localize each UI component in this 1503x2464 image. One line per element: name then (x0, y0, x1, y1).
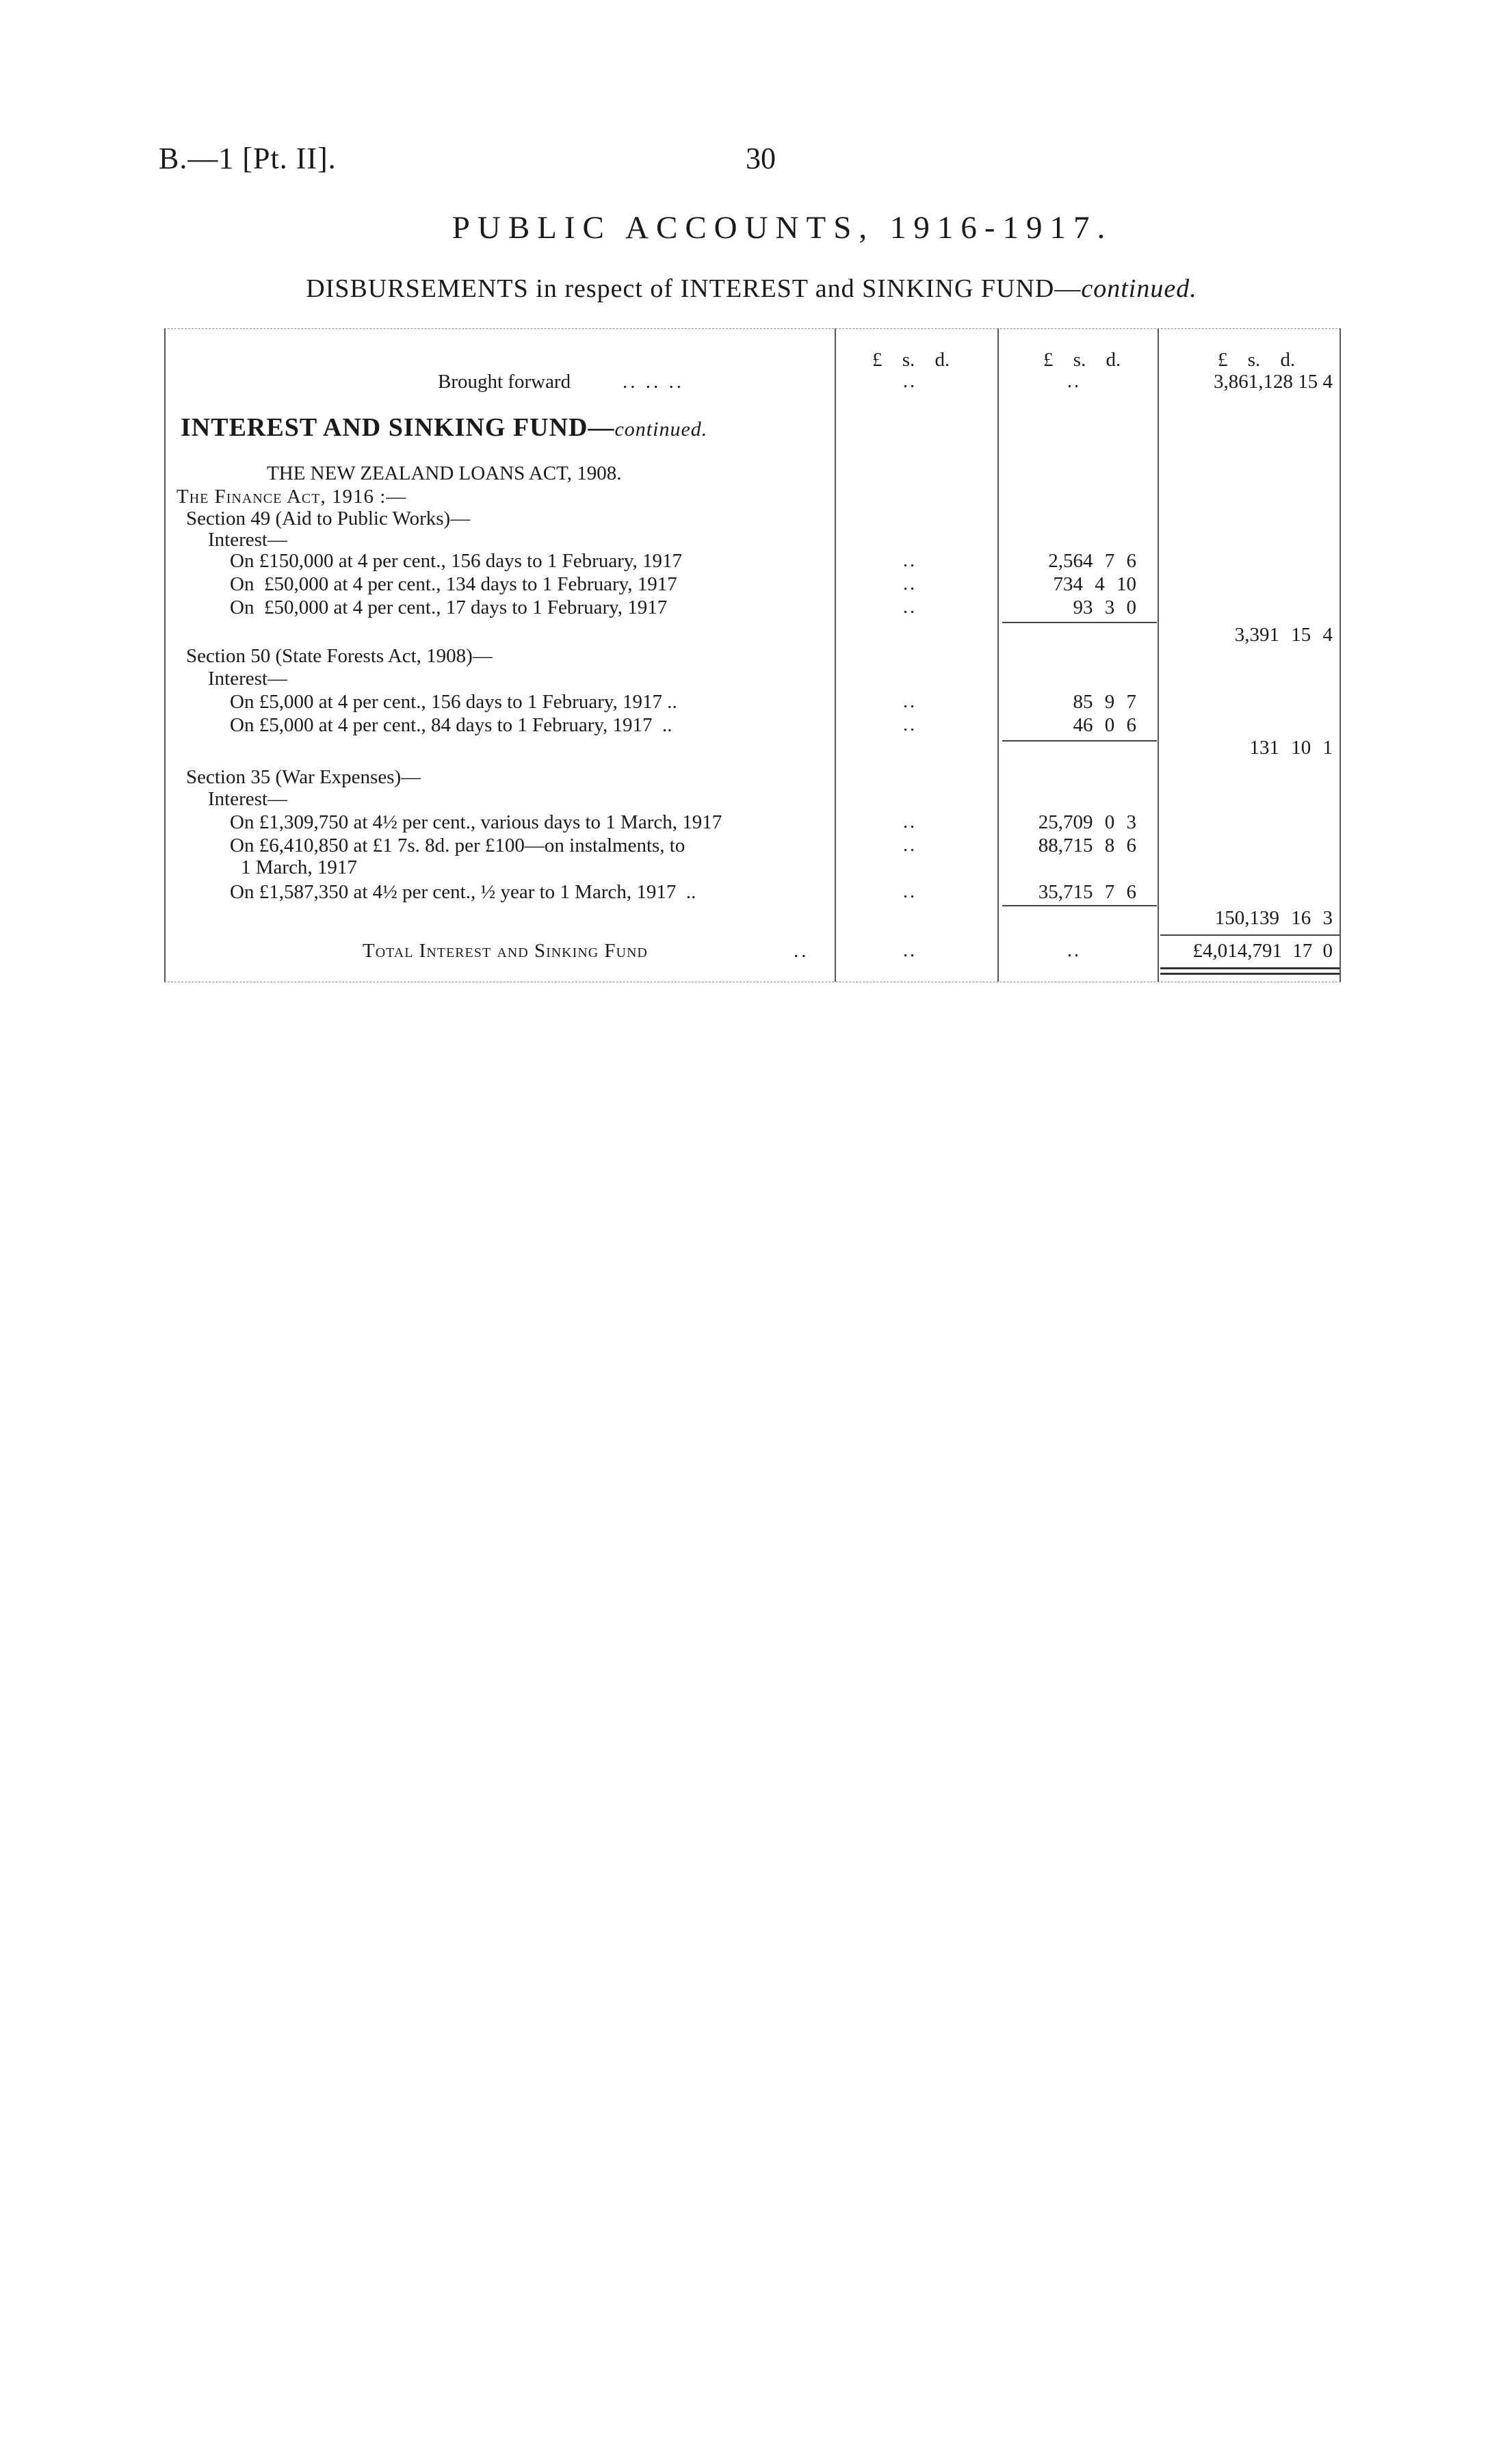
section-title-main: INTEREST AND SINKING FUND— (181, 413, 615, 442)
section-50-subheading: Interest— (208, 668, 287, 690)
brought-forward-col3: 3,861,128 15 4 (1214, 371, 1333, 393)
section-49-heading-row (164, 508, 1341, 531)
brought-forward-col1: .. (903, 371, 917, 392)
document-reference: B.—1 [Pt. II]. (159, 142, 337, 175)
item-description: On £50,000 at 4 per cent., 134 days to 1 February, 1917 (230, 573, 677, 595)
grand-total-row (164, 940, 1341, 963)
section-50-sub-row (164, 668, 1341, 691)
table-row (164, 811, 1341, 835)
section-35-sub-row (164, 788, 1341, 811)
item-col1: .. (903, 881, 917, 902)
subtitle-main: DISBURSEMENTS in respect of INTEREST and SINKING FUND— (306, 274, 1082, 303)
table-row-continuation (164, 856, 1341, 880)
item-col2: 25,709 0 3 (1038, 811, 1136, 833)
brought-forward-label: Brought forward (438, 371, 571, 393)
page-number: 30 (746, 142, 776, 175)
table-row (164, 714, 1341, 737)
table-top-border (164, 328, 1341, 329)
item-col2: 734 4 10 (1053, 573, 1136, 595)
table-row (164, 881, 1341, 904)
section-50-heading: Section 50 (State Forests Act, 1908)— (186, 645, 493, 667)
brought-forward-leader: .. .. .. (623, 371, 684, 393)
item-col2: 88,715 8 6 (1038, 835, 1136, 856)
page-title: PUBLIC ACCOUNTS, 1916-1917. (452, 210, 1113, 246)
section-title-suffix: continued. (614, 418, 708, 441)
item-description-continued: 1 March, 1917 (241, 856, 357, 878)
item-description: On £5,000 at 4 per cent., 84 days to 1 February, 1917 .. (230, 714, 672, 736)
item-col1: .. (903, 811, 917, 833)
item-col1: .. (903, 714, 917, 735)
section-49-total-row (164, 624, 1341, 647)
subtitle-suffix: continued. (1081, 274, 1197, 303)
grand-total-top-rule (1160, 934, 1339, 936)
grand-total-label: Total Interest and Sinking Fund (363, 940, 648, 962)
section-49-subheading: Interest— (208, 529, 287, 551)
grand-total-leader: .. (794, 940, 809, 962)
grand-total-col1: .. (903, 940, 917, 961)
finance-act-row (164, 486, 1341, 509)
item-description: On £50,000 at 4 per cent., 17 days to 1 February, 1917 (230, 597, 668, 618)
item-col2: 2,564 7 6 (1048, 550, 1136, 572)
page-subtitle (0, 274, 1503, 304)
grand-total-double-rule-2 (1160, 973, 1339, 975)
item-col1: .. (903, 835, 917, 856)
finance-act-heading: The Finance Act, 1916 :— (177, 486, 407, 508)
table-row (164, 573, 1341, 597)
table-row (164, 691, 1341, 714)
item-col2: 35,715 7 6 (1038, 881, 1136, 903)
col3-header: £ s. d. (1218, 349, 1296, 371)
item-description: On £1,587,350 at 4½ per cent., ½ year to 1 March, 1917 .. (230, 881, 696, 903)
section-49-total: 3,391 15 4 (1234, 624, 1333, 646)
section-35-subheading: Interest— (208, 788, 287, 810)
item-col1: .. (903, 691, 917, 712)
item-description: On £1,309,750 at 4½ per cent., various days to 1 March, 1917 (230, 811, 722, 833)
section-35-total: 150,139 16 3 (1214, 907, 1333, 929)
brought-forward-row (164, 371, 1341, 394)
grand-total-double-rule-1 (1160, 967, 1339, 969)
section-35-total-row (164, 907, 1341, 930)
section-50-total: 131 10 1 (1249, 737, 1333, 759)
item-col2: 93 3 0 (1073, 597, 1136, 618)
table-row (164, 835, 1341, 858)
accounts-table (164, 328, 1341, 985)
section-49-heading: Section 49 (Aid to Public Works)— (186, 508, 471, 529)
item-col2: 85 9 7 (1073, 691, 1136, 713)
section-35-heading-row (164, 766, 1341, 789)
item-description: On £6,410,850 at £1 7s. 8d. per £100—on instalments, to (230, 835, 685, 856)
section-49-sub-row (164, 529, 1341, 552)
act-heading: THE NEW ZEALAND LOANS ACT, 1908. (267, 462, 622, 484)
grand-total-col3: £4,014,791 17 0 (1192, 940, 1333, 962)
item-col1: .. (903, 597, 917, 618)
col2-header: £ s. d. (1043, 349, 1121, 371)
item-col2: 46 0 6 (1073, 714, 1136, 736)
item-description: On £150,000 at 4 per cent., 156 days to 1 February, 1917 (230, 550, 682, 572)
grand-total-col2: .. (1067, 940, 1081, 961)
item-col1: .. (903, 573, 917, 594)
subtotal-rule (1002, 622, 1157, 623)
section-title (181, 412, 707, 443)
subtotal-rule (1002, 905, 1157, 906)
section-50-heading-row (164, 645, 1341, 668)
section-35-heading: Section 35 (War Expenses)— (186, 766, 421, 788)
table-row (164, 550, 1341, 573)
item-col1: .. (903, 550, 917, 571)
section-50-total-row (164, 737, 1341, 760)
table-row (164, 597, 1341, 620)
item-description: On £5,000 at 4 per cent., 156 days to 1 February, 1917 .. (230, 691, 677, 713)
col1-header: £ s. d. (872, 349, 950, 371)
brought-forward-col2: .. (1067, 371, 1081, 392)
act-heading-row (164, 462, 1341, 486)
